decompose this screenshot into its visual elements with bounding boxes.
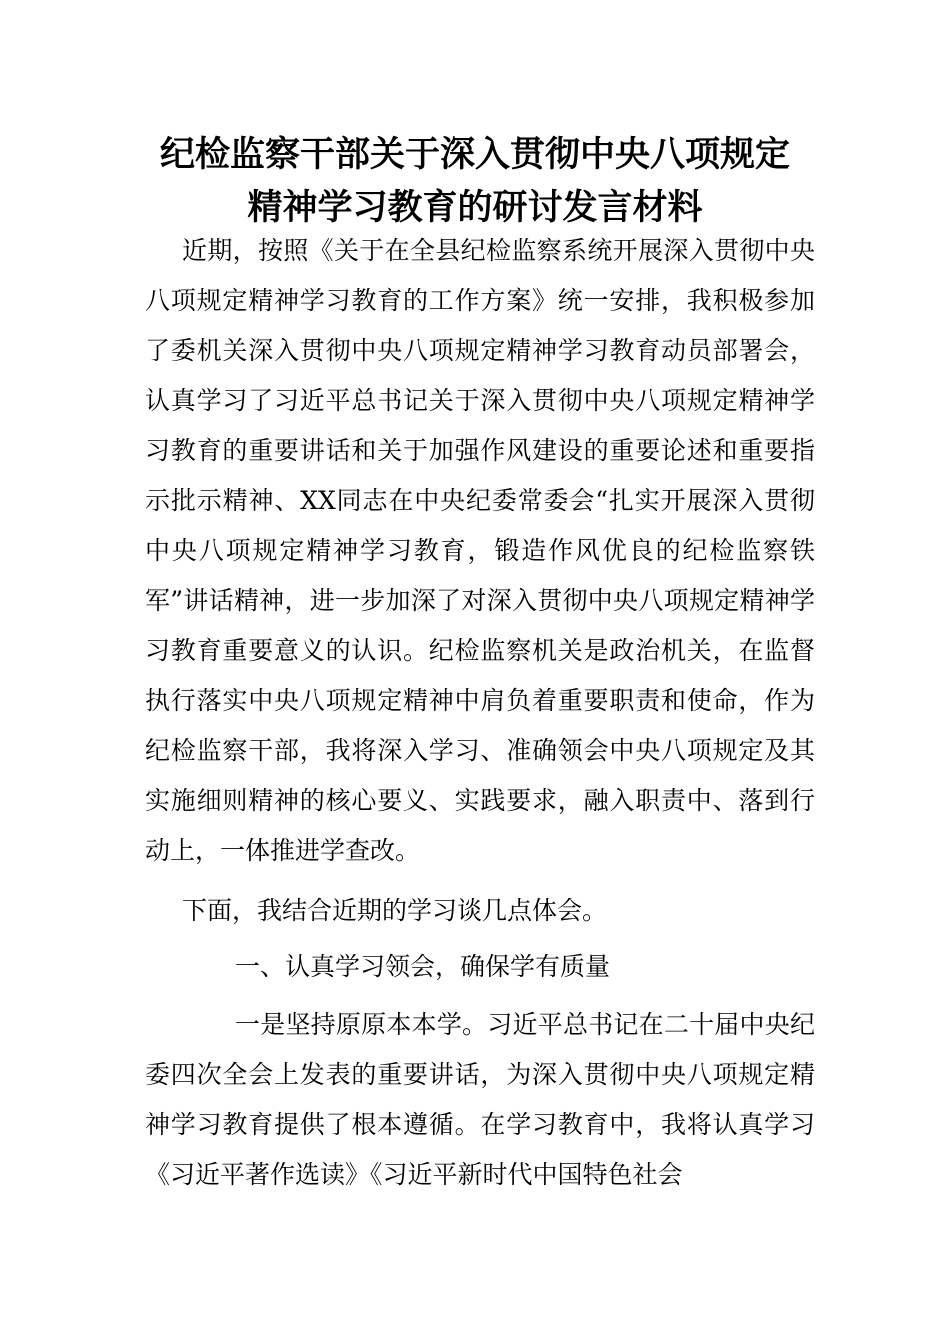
body-paragraph-intro: 近期，按照《关于在全县纪检监察系统开展深入贯彻中央八项规定精神学习教育的工作方案》统一安排，我积极参加了委机关深入贯彻中央八项规定精神学习教育动员部署会，认真学习了习近平总书记关于深入贯彻中央八项规定精神学习教育的重要讲话和关于加强作风建设的重要论述和重要指示批示精神、XX同志在中央纪委常委会“扎实开展深入贯彻中央八项规定精神学习教育，锻造作风优良的纪检监察铁军”讲话精神，进一步加深了对深入贯彻中央八项规定精神学习教育重要意义的认识。纪检监察机关是政治机关，在监督执行落实中央八项规定精神中肩负着重要职责和使命，作为纪检监察干部，我将深入学习、准确领会中央八项规定及其实施细则精神的核心要义、实践要求，融入职责中、落到行动上，一体推进学查改。 xyxy=(145,236,815,865)
document-title-line-2: 精神学习教育的研讨发言材料 xyxy=(247,188,703,228)
body-paragraph-point-1: 一是坚持原原本本学。习近平总书记在二十届中央纪委四次全会上发表的重要讲话，为深入贯彻中央八项规定精神学习教育提供了根本遵循。在学习教育中，我将认真学习《习近平著作选读》《习近平新时代中国特色社会 xyxy=(145,1010,815,1189)
document-title-line-1: 纪检监察干部关于深入贯彻中央八项规定 xyxy=(159,135,790,175)
section-heading-1: 一、认真学习领会，确保学有质量 xyxy=(235,952,611,981)
body-paragraph-transition: 下面，我结合近期的学习谈几点体会。 xyxy=(182,896,608,925)
